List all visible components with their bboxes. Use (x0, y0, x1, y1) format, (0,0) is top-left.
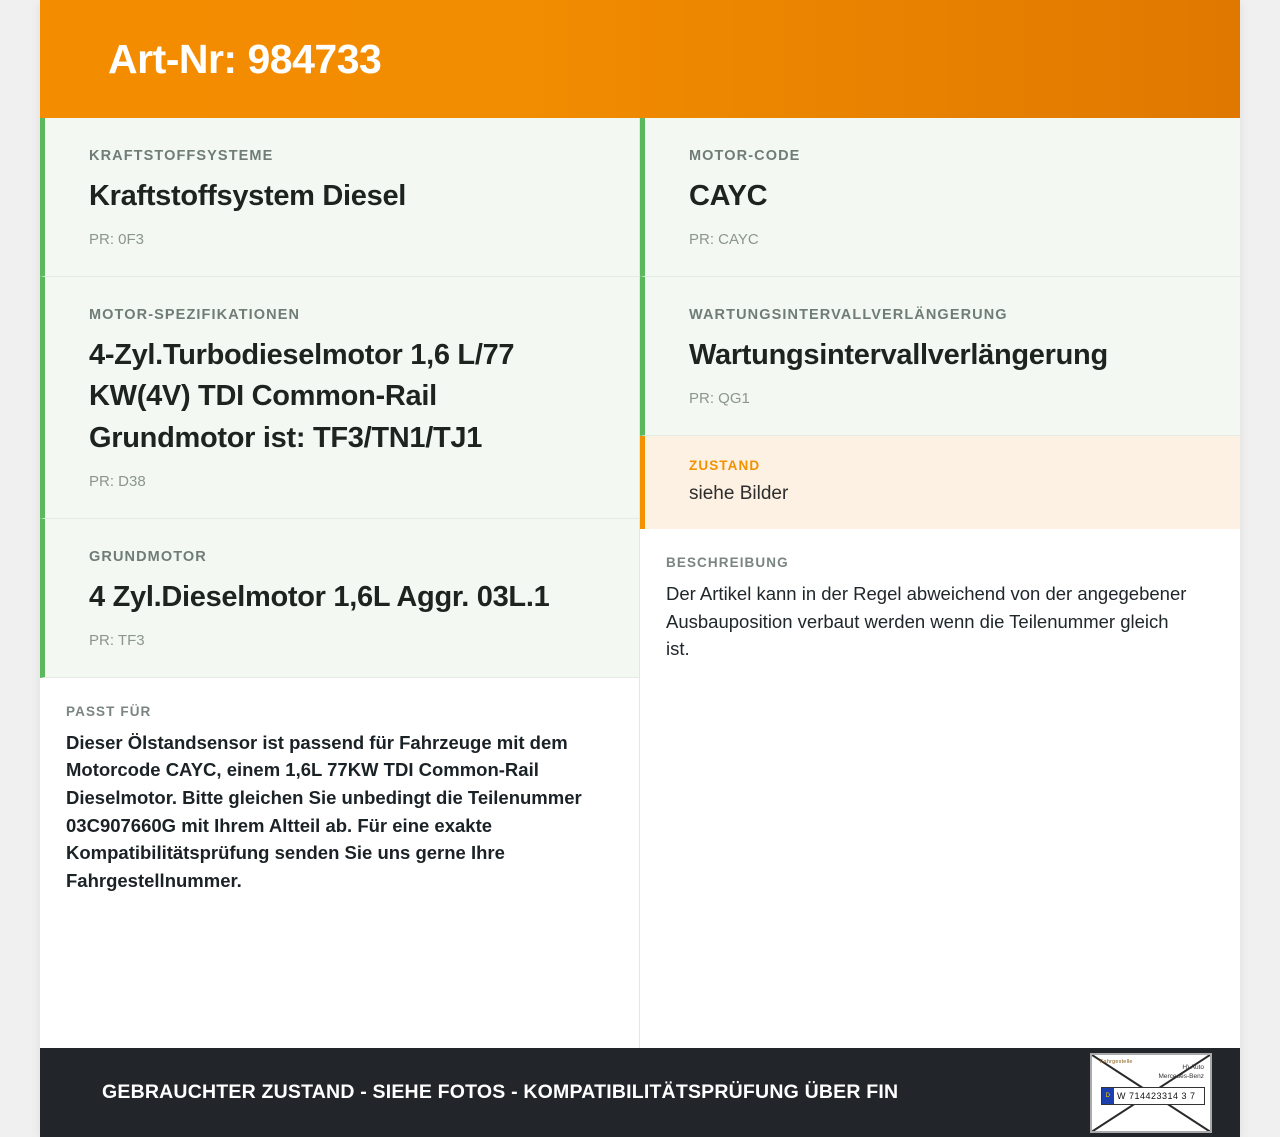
spec-pr-code: PR: QG1 (689, 390, 750, 408)
spec-pr-code: PR: TF3 (89, 631, 145, 649)
footer-note: GEBRAUCHTER ZUSTAND - SIEHE FOTOS - KOMPATIBILITÄTSPRÜFUNG ÜBER FIN (102, 1081, 899, 1103)
left-filler (40, 920, 639, 1048)
zustand-value: siehe Bilder (689, 483, 789, 505)
badge-top-text: Fahrgestelle (1100, 1058, 1133, 1065)
spec-block-grundmotor (40, 519, 639, 678)
right-filler (640, 689, 1240, 1048)
badge-right-text (1158, 1063, 1204, 1083)
badge-inner (1092, 1055, 1210, 1131)
spec-block-wartungsintervallverlaengerung (640, 277, 1240, 436)
passt-fuer-text: Dieser Ölstandsensor ist passend für Fahrzeuge mit dem Motorcode CAYC, einem 1,6L 77KW TDI Common-Rail Dieselmotor. Bitte gleichen Sie unbedingt die Teilenummer 03C907660G mit Ihrem Altteil ab. Für eine exakte Kompatibilitätsprüfung senden Sie uns gerne Ihre Fahrgestellnummer. (66, 731, 582, 891)
beschreibung-block (640, 529, 1240, 689)
spec-block-kraftstoffsysteme (40, 118, 639, 277)
zustand-block (640, 436, 1240, 529)
footer-bar (40, 1048, 1240, 1137)
plate-number: W 714423314 3 7 (1117, 1090, 1196, 1101)
spec-label: KRAFTSTOFFSYSTEME (89, 148, 274, 164)
content-body (40, 118, 1240, 1048)
header-bar (40, 0, 1240, 118)
spec-label: WARTUNGSINTERVALLVERLÄNGERUNG (689, 307, 1008, 324)
spec-block-motor-spezifikationen (40, 277, 639, 519)
spec-pr-code: PR: D38 (89, 472, 146, 490)
passt-fuer-label: PASST FÜR (66, 703, 152, 719)
vehicle-registration-icon (1090, 1053, 1212, 1133)
spec-value: Kraftstoffsystem Diesel (89, 180, 407, 212)
spec-value: 4-Zyl.Turbodieselmotor 1,6 L/77 KW(4V) TDI Common-Rail Grundmotor ist: TF3/TN1/TJ1 (89, 339, 515, 454)
eu-country-code: D (1102, 1088, 1114, 1104)
spec-block-motor-code (640, 118, 1240, 277)
product-card (40, 0, 1240, 1137)
passt-fuer-block (40, 678, 639, 920)
spec-pr-code: PR: CAYC (689, 231, 759, 249)
spec-label: MOTOR-CODE (689, 148, 801, 164)
badge-right-line1: H) Auto (1182, 1063, 1204, 1071)
spec-value: Wartungsintervallverlängerung (689, 339, 1108, 372)
spec-value: 4 Zyl.Dieselmotor 1,6L Aggr. 03L.1 (89, 580, 550, 613)
spec-value: CAYC (689, 180, 768, 212)
badge-right-line2: Mercedes-Benz (1158, 1073, 1204, 1081)
left-column (40, 118, 640, 1048)
beschreibung-text: Der Artikel kann in der Regel abweichend von der angegebener Ausbauposition verbaut werden wenn die Teilenummer gleich ist. (666, 583, 1187, 660)
zustand-label: ZUSTAND (689, 458, 761, 474)
license-plate (1101, 1087, 1205, 1105)
page-title: Art-Nr: 984733 (108, 35, 382, 82)
beschreibung-label: BESCHREIBUNG (666, 555, 789, 571)
right-column (640, 118, 1240, 1048)
spec-label: GRUNDMOTOR (89, 548, 207, 565)
spec-pr-code: PR: 0F3 (89, 231, 145, 249)
spec-label: MOTOR-SPEZIFIKATIONEN (89, 307, 301, 324)
